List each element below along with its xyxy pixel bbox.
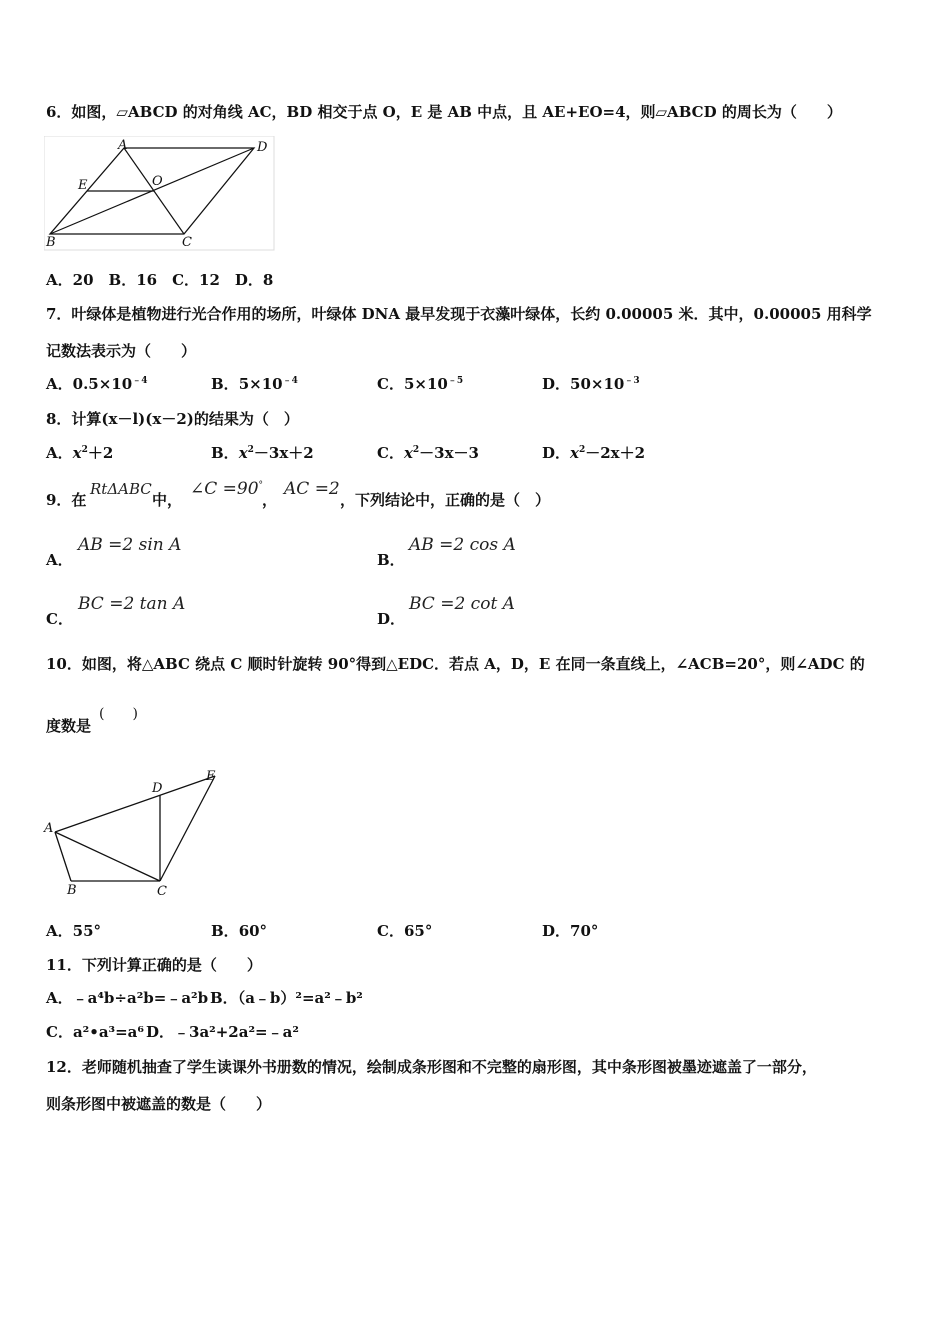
q10-segment-ab: [55, 832, 71, 881]
q11-option-d: D．﹣3a²+2a²=﹣a²: [146, 1023, 299, 1041]
q10-segment-ac: [55, 832, 160, 881]
q9-angle-c: ∠C =90°: [190, 479, 264, 499]
q10-line-ae: [55, 776, 215, 832]
q9-option-c-expr: BC =2 tan A: [78, 594, 186, 614]
q8-option-b: B．$x^2-3x+2$: [211, 444, 314, 462]
q7-option-b: B．$5\times 10^{﹣4}$: [211, 375, 298, 393]
q7-stem-line2: 记数法表示为（ ）: [46, 342, 197, 360]
q7-option-a: A．$0.5\times 10^{﹣4}$: [46, 375, 148, 393]
q11-option-a: A．﹣a⁴b÷a²b=﹣a²b: [46, 989, 209, 1007]
q10-option-b: B．60°: [211, 922, 268, 940]
q6-label-o: O: [152, 174, 163, 189]
q12-stem-line1: 12．老师随机抽查了学生读课外书册数的情况，绘制成条形图和不完整的扇形图，其中条形图被墨迹遮盖了一部分，: [46, 1058, 817, 1076]
q6-options: A．20 B．16 C．12 D．8: [46, 271, 274, 289]
q10-option-a: A．55°: [46, 922, 102, 940]
q10-stem-line1: 10．如图，将△ABC 绕点 C 顺时针旋转 90°得到△EDC．若点 A，D，E 在同一条直线上，∠ACB=20°，则∠ADC 的: [46, 655, 865, 673]
q10-option-c: C．65°: [377, 922, 433, 940]
q10-label-d: D: [152, 781, 163, 796]
q6-label-a: A: [118, 138, 128, 153]
q6-stem: 6．如图，▱ABCD 的对角线 AC，BD 相交于点 O，E 是 AB 中点，且 AE+EO=4，则▱ABCD 的周长为（ ）: [46, 103, 842, 121]
q6-label-d: D: [257, 140, 268, 155]
q9-mid2: ，: [262, 491, 278, 509]
q6-figure-frame: [44, 136, 274, 250]
q9-option-d-expr: BC =2 cot A: [409, 594, 515, 614]
q10-option-d: D．70°: [542, 922, 599, 940]
q6-label-c: C: [182, 235, 192, 250]
q10-label-c: C: [157, 884, 167, 899]
q11-stem: 11．下列计算正确的是（ ）: [46, 956, 262, 974]
q10-rotation-figure: [40, 764, 230, 900]
q11-option-b: B．（a﹣b）²=a²﹣b²: [210, 989, 363, 1007]
q7-option-c: C．$5\times 10^{﹣5}$: [377, 375, 464, 393]
q10-label-b: B: [67, 883, 77, 898]
q9-option-b-label: B．: [377, 551, 405, 569]
q7-option-d: D．$50\times 10^{﹣3}$: [542, 375, 640, 393]
q9-suffix: ，下列结论中，正确的是（ ）: [340, 491, 551, 509]
q9-ac-value: AC =2: [284, 479, 340, 499]
q10-stem-line2: 度数是: [46, 717, 92, 735]
q10-paren: ( ): [99, 706, 138, 722]
q8-stem: 8．计算(x－l)(x－2)的结果为（ ）: [46, 410, 299, 428]
q9-prefix: 9．在: [46, 491, 87, 509]
q9-option-c-label: C．: [46, 610, 73, 628]
q8-option-d: D．$x^2-2x+2$: [542, 444, 646, 462]
q12-stem-line2: 则条形图中被遮盖的数是（ ）: [46, 1095, 272, 1113]
q9-mid1: 中，: [152, 491, 183, 509]
q8-option-a: A．$x^2+2$: [46, 444, 114, 462]
q6-parallelogram-figure: [44, 136, 276, 252]
q8-option-c: C．$x^2-3x-3$: [377, 444, 479, 462]
q7-stem-line1: 7．叶绿体是植物进行光合作用的场所，叶绿体 DNA 最早发现于衣藻叶绿体，长约 0.00005 米．其中，0.00005 用科学: [46, 305, 872, 323]
q9-option-b-expr: AB =2 cos A: [409, 535, 516, 555]
q9-option-d-label: D．: [377, 610, 406, 628]
q9-option-a-expr: AB =2 sin A: [78, 535, 182, 555]
q10-label-e: E: [206, 769, 216, 784]
q11-option-c: C．a²•a³=a⁶: [46, 1023, 144, 1041]
q6-label-b: B: [46, 235, 56, 250]
q6-label-e: E: [78, 178, 88, 193]
q10-label-a: A: [44, 821, 54, 836]
q9-option-a-label: A．: [46, 551, 73, 569]
q9-triangle-name: RtΔABC: [90, 480, 152, 498]
